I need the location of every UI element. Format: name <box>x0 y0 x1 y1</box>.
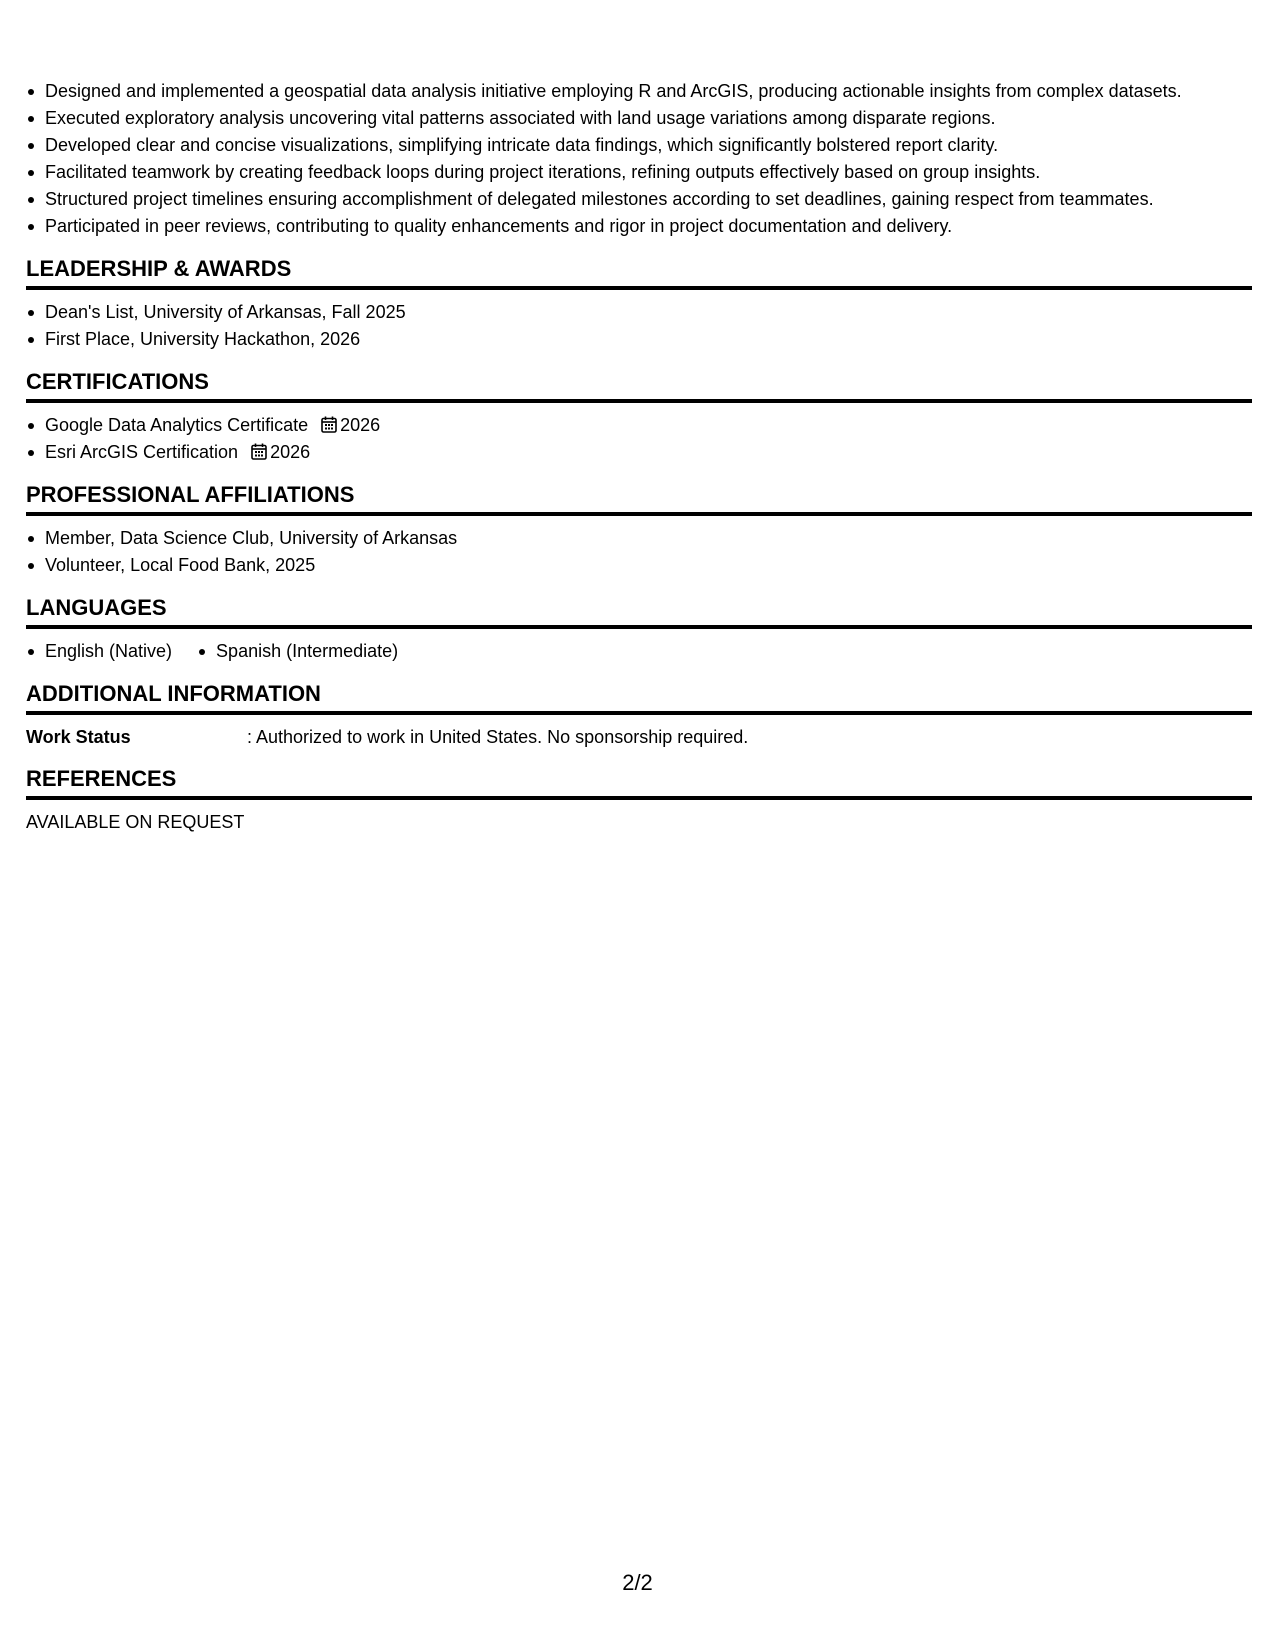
list-item: Member, Data Science Club, University of Arkansas <box>26 525 1252 552</box>
certification-name: Esri ArcGIS Certification <box>45 442 239 462</box>
certification-year: 2026 <box>340 415 381 435</box>
work-status-row <box>26 724 1252 750</box>
section-title: REFERENCES <box>26 766 1252 800</box>
section-title: CERTIFICATIONS <box>26 369 1252 403</box>
list-item: Developed clear and concise visualizations, simplifying intricate data findings, which significantly bolstered report clarity. <box>26 132 1252 159</box>
list-item: Dean's List, University of Arkansas, Fall 2025 <box>26 299 1252 326</box>
list-item: Executed exploratory analysis uncovering vital patterns associated with land usage variations among disparate regions. <box>26 105 1252 132</box>
section-title: LEADERSHIP & AWARDS <box>26 256 1252 290</box>
section-title: PROFESSIONAL AFFILIATIONS <box>26 482 1252 516</box>
list-item: Designed and implemented a geospatial data analysis initiative employing R and ArcGIS, producing actionable insights from complex datasets. <box>26 78 1252 105</box>
page-number: 2/2 <box>622 1570 653 1595</box>
calendar-icon <box>251 443 267 460</box>
project-bullets <box>26 78 1252 240</box>
certification-name: Google Data Analytics Certificate <box>45 415 309 435</box>
section-title: ADDITIONAL INFORMATION <box>26 681 1252 715</box>
list-item <box>26 412 1252 439</box>
languages-section <box>26 595 1252 665</box>
certifications-section <box>26 369 1252 466</box>
calendar-icon <box>321 416 337 433</box>
list-item: Structured project timelines ensuring accomplishment of delegated milestones according to set deadlines, gaining respect from teammates. <box>26 186 1252 213</box>
references-section <box>26 766 1252 835</box>
list-item: Volunteer, Local Food Bank, 2025 <box>26 552 1252 579</box>
section-title: LANGUAGES <box>26 595 1252 629</box>
leadership-section <box>26 256 1252 353</box>
list-item: Facilitated teamwork by creating feedback loops during project iterations, refining outputs effectively based on group insights. <box>26 159 1252 186</box>
list-item: Spanish (Intermediate) <box>197 638 398 665</box>
references-text: AVAILABLE ON REQUEST <box>26 812 245 832</box>
certification-year: 2026 <box>270 442 311 462</box>
work-status-label: Work Status <box>26 727 131 747</box>
list-item: First Place, University Hackathon, 2026 <box>26 326 1252 353</box>
list-item: Participated in peer reviews, contributing to quality enhancements and rigor in project documentation and delivery. <box>26 213 1252 240</box>
affiliations-section <box>26 482 1252 579</box>
list-item: English (Native) <box>26 638 172 665</box>
additional-info-section <box>26 681 1252 750</box>
list-item <box>26 439 1252 466</box>
work-status-value: : Authorized to work in United States. No sponsorship required. <box>247 727 749 747</box>
resume-page <box>26 78 1252 835</box>
